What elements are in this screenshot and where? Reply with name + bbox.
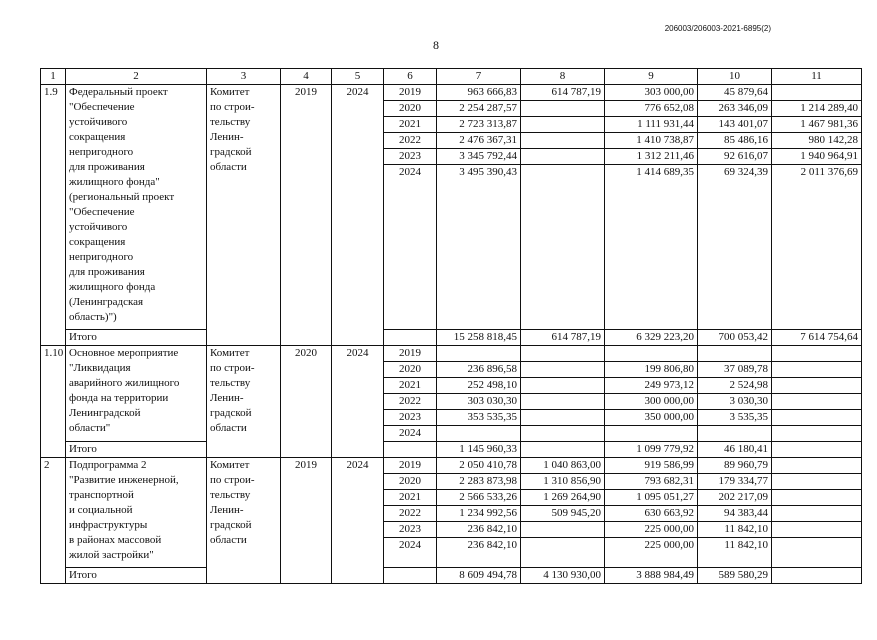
description-line: устойчивого: [69, 221, 128, 233]
table-row: [41, 85, 862, 101]
value-col9: 630 663,92: [605, 506, 698, 522]
start-year: 2020: [281, 346, 332, 458]
value-col7: 2 723 313,87: [437, 117, 521, 133]
value-col10: 2 524,98: [698, 378, 772, 394]
table-body: [41, 85, 862, 584]
value-col8: [521, 378, 605, 394]
value-col7: 3 345 792,44: [437, 149, 521, 165]
value-col8: [521, 133, 605, 149]
description-line: жилищного фонда": [69, 176, 160, 188]
total-year-empty: [384, 568, 437, 584]
value-col10: 85 486,16: [698, 133, 772, 149]
column-header: 5: [332, 69, 384, 85]
description-line: Основное мероприятие: [69, 347, 179, 359]
total-c10: 700 053,42: [698, 330, 772, 346]
year-cell: 2023: [384, 522, 437, 538]
year-cell: 2020: [384, 474, 437, 490]
executor-line: Комитет: [210, 86, 250, 98]
description-line: области": [69, 422, 111, 434]
total-c9: 1 099 779,92: [605, 442, 698, 458]
description-line: сокращения: [69, 131, 126, 143]
value-col7: 2 566 533,26: [437, 490, 521, 506]
value-col8: [521, 149, 605, 165]
value-col9: 776 652,08: [605, 101, 698, 117]
section-number: 1.9: [41, 85, 66, 346]
value-col9: 1 414 689,35: [605, 165, 698, 330]
value-col11: [772, 85, 862, 101]
value-col7: 1 234 992,56: [437, 506, 521, 522]
value-col9: 249 973,12: [605, 378, 698, 394]
value-col8: [521, 522, 605, 538]
value-col7: 2 050 410,78: [437, 458, 521, 474]
executor-line: Комитет: [210, 459, 250, 471]
executor-line: Комитет: [210, 347, 250, 359]
description-line: для проживания: [69, 266, 145, 278]
section-number: 2: [41, 458, 66, 584]
value-col9: 225 000,00: [605, 522, 698, 538]
executor: [207, 458, 281, 584]
value-col9: 1 312 211,46: [605, 149, 698, 165]
total-year-empty: [384, 330, 437, 346]
total-c8: [521, 442, 605, 458]
total-row: [41, 442, 862, 458]
value-col11: [772, 522, 862, 538]
description-line: "Обеспечение: [69, 101, 135, 113]
value-col8: [521, 101, 605, 117]
description-line: инфраструктуры: [69, 519, 148, 531]
total-c9: 6 329 223,20: [605, 330, 698, 346]
value-col10: 202 217,09: [698, 490, 772, 506]
year-cell: 2022: [384, 394, 437, 410]
description-line: Федеральный проект: [69, 86, 168, 98]
executor-line: Ленин-: [210, 131, 244, 143]
value-col8: [521, 346, 605, 362]
value-col10: 143 401,07: [698, 117, 772, 133]
total-c10: 46 180,41: [698, 442, 772, 458]
value-col10: 3 030,30: [698, 394, 772, 410]
year-cell: 2022: [384, 133, 437, 149]
year-cell: 2019: [384, 85, 437, 101]
executor-line: по строи-: [210, 362, 255, 374]
value-col7: 963 666,83: [437, 85, 521, 101]
year-cell: 2024: [384, 165, 437, 330]
total-c7: 1 145 960,33: [437, 442, 521, 458]
total-c8: 614 787,19: [521, 330, 605, 346]
value-col8: 614 787,19: [521, 85, 605, 101]
value-col11: [772, 458, 862, 474]
description-line: транспортной: [69, 489, 134, 501]
value-col10: 179 334,77: [698, 474, 772, 490]
value-col11: [772, 362, 862, 378]
value-col8: [521, 426, 605, 442]
description-line: непригодного: [69, 146, 134, 158]
value-col11: [772, 394, 862, 410]
total-c11: [772, 442, 862, 458]
start-year: 2019: [281, 85, 332, 346]
description-line: "Обеспечение: [69, 206, 135, 218]
description-line: в районах массовой: [69, 534, 162, 546]
description-line: Ленинградской: [69, 407, 141, 419]
year-cell: 2023: [384, 410, 437, 426]
column-header: 4: [281, 69, 332, 85]
column-header: 7: [437, 69, 521, 85]
description-line: и социальной: [69, 504, 133, 516]
executor-line: области: [210, 534, 247, 546]
value-col11: [772, 538, 862, 568]
value-col11: [772, 378, 862, 394]
value-col9: 1 095 051,27: [605, 490, 698, 506]
total-c11: [772, 568, 862, 584]
value-col10: 11 842,10: [698, 522, 772, 538]
value-col7: [437, 426, 521, 442]
header-row: [41, 69, 862, 85]
value-col8: 1 040 863,00: [521, 458, 605, 474]
value-col8: [521, 538, 605, 568]
value-col8: [521, 410, 605, 426]
executor-line: тельству: [210, 116, 251, 128]
year-cell: 2019: [384, 346, 437, 362]
executor-line: градской: [210, 146, 252, 158]
section-number: 1.10: [41, 346, 66, 458]
end-year: 2024: [332, 85, 384, 346]
year-cell: 2020: [384, 362, 437, 378]
value-col10: [698, 346, 772, 362]
executor-line: тельству: [210, 489, 251, 501]
value-col9: [605, 346, 698, 362]
value-col9: 350 000,00: [605, 410, 698, 426]
total-label: Итого: [66, 568, 207, 584]
year-cell: 2021: [384, 490, 437, 506]
value-col11: [772, 346, 862, 362]
executor-line: по строи-: [210, 101, 255, 113]
total-c10: 589 580,29: [698, 568, 772, 584]
column-header: 11: [772, 69, 862, 85]
description-line: Подпрограмма 2: [69, 459, 147, 471]
total-label: Итого: [66, 330, 207, 346]
value-col8: [521, 117, 605, 133]
value-col7: 2 476 367,31: [437, 133, 521, 149]
column-header: 10: [698, 69, 772, 85]
value-col10: 89 960,79: [698, 458, 772, 474]
total-c9: 3 888 984,49: [605, 568, 698, 584]
section-description: [66, 85, 207, 330]
value-col10: 45 879,64: [698, 85, 772, 101]
value-col7: 353 535,35: [437, 410, 521, 426]
column-header: 1: [41, 69, 66, 85]
value-col10: 37 089,78: [698, 362, 772, 378]
value-col7: 252 498,10: [437, 378, 521, 394]
description-line: сокращения: [69, 236, 126, 248]
year-cell: 2021: [384, 378, 437, 394]
value-col8: 509 945,20: [521, 506, 605, 522]
section-description: [66, 458, 207, 568]
value-col8: [521, 165, 605, 330]
value-col7: 236 842,10: [437, 522, 521, 538]
value-col11: [772, 410, 862, 426]
value-col8: [521, 394, 605, 410]
value-col7: 236 896,58: [437, 362, 521, 378]
value-col10: 92 616,07: [698, 149, 772, 165]
year-cell: 2020: [384, 101, 437, 117]
description-line: "Ликвидация: [69, 362, 131, 374]
value-col10: 11 842,10: [698, 538, 772, 568]
table-row: [41, 458, 862, 474]
start-year: 2019: [281, 458, 332, 584]
end-year: 2024: [332, 458, 384, 584]
budget-table: [40, 68, 862, 584]
total-row: [41, 330, 862, 346]
column-header: 9: [605, 69, 698, 85]
description-line: аварийного жилищного: [69, 377, 180, 389]
year-cell: 2021: [384, 117, 437, 133]
column-header: 6: [384, 69, 437, 85]
value-col7: 2 254 287,57: [437, 101, 521, 117]
value-col7: 2 283 873,98: [437, 474, 521, 490]
value-col11: [772, 426, 862, 442]
executor-line: тельству: [210, 377, 251, 389]
year-cell: 2024: [384, 538, 437, 568]
value-col9: 199 806,80: [605, 362, 698, 378]
description-line: (региональный проект: [69, 191, 175, 203]
description-line: непригодного: [69, 251, 134, 263]
executor-line: области: [210, 161, 247, 173]
executor-line: Ленин-: [210, 392, 244, 404]
executor: [207, 85, 281, 346]
column-header: 8: [521, 69, 605, 85]
value-col9: 919 586,99: [605, 458, 698, 474]
year-cell: 2024: [384, 426, 437, 442]
year-cell: 2022: [384, 506, 437, 522]
total-year-empty: [384, 442, 437, 458]
total-c11: 7 614 754,64: [772, 330, 862, 346]
executor-line: градской: [210, 407, 252, 419]
description-line: область)"): [69, 311, 117, 323]
value-col10: [698, 426, 772, 442]
value-col8: [521, 362, 605, 378]
value-col9: 793 682,31: [605, 474, 698, 490]
value-col8: 1 310 856,90: [521, 474, 605, 490]
section-description: [66, 346, 207, 442]
description-line: жилищного фонда: [69, 281, 156, 293]
executor-line: по строи-: [210, 474, 255, 486]
description-line: для проживания: [69, 161, 145, 173]
description-line: "Развитие инженерной,: [69, 474, 179, 486]
total-label: Итого: [66, 442, 207, 458]
value-col10: 3 535,35: [698, 410, 772, 426]
value-col9: 300 000,00: [605, 394, 698, 410]
total-c7: 8 609 494,78: [437, 568, 521, 584]
document-id: 206003/206003-2021-6895(2): [664, 24, 771, 33]
total-c7: 15 258 818,45: [437, 330, 521, 346]
value-col11: [772, 474, 862, 490]
value-col9: 303 000,00: [605, 85, 698, 101]
end-year: 2024: [332, 346, 384, 458]
description-line: (Ленинградская: [69, 296, 144, 308]
year-cell: 2019: [384, 458, 437, 474]
total-row: [41, 568, 862, 584]
description-line: устойчивого: [69, 116, 128, 128]
value-col10: 94 383,44: [698, 506, 772, 522]
total-c8: 4 130 930,00: [521, 568, 605, 584]
value-col9: 1 111 931,44: [605, 117, 698, 133]
value-col11: 1 214 289,40: [772, 101, 862, 117]
value-col11: 1 940 964,91: [772, 149, 862, 165]
value-col11: 1 467 981,36: [772, 117, 862, 133]
value-col7: 303 030,30: [437, 394, 521, 410]
value-col10: 69 324,39: [698, 165, 772, 330]
value-col11: 2 011 376,69: [772, 165, 862, 330]
value-col11: 980 142,28: [772, 133, 862, 149]
executor: [207, 346, 281, 458]
year-cell: 2023: [384, 149, 437, 165]
executor-line: области: [210, 422, 247, 434]
executor-line: Ленин-: [210, 504, 244, 516]
description-line: фонда на территории: [69, 392, 169, 404]
table-row: [41, 346, 862, 362]
value-col9: [605, 426, 698, 442]
column-header: 3: [207, 69, 281, 85]
value-col9: 225 000,00: [605, 538, 698, 568]
column-header: 2: [66, 69, 207, 85]
value-col7: 236 842,10: [437, 538, 521, 568]
value-col11: [772, 506, 862, 522]
value-col7: [437, 346, 521, 362]
description-line: жилой застройки": [69, 549, 154, 561]
page-number: 8: [433, 38, 439, 52]
value-col9: 1 410 738,87: [605, 133, 698, 149]
value-col11: [772, 490, 862, 506]
value-col10: 263 346,09: [698, 101, 772, 117]
value-col8: 1 269 264,90: [521, 490, 605, 506]
executor-line: градской: [210, 519, 252, 531]
value-col7: 3 495 390,43: [437, 165, 521, 330]
